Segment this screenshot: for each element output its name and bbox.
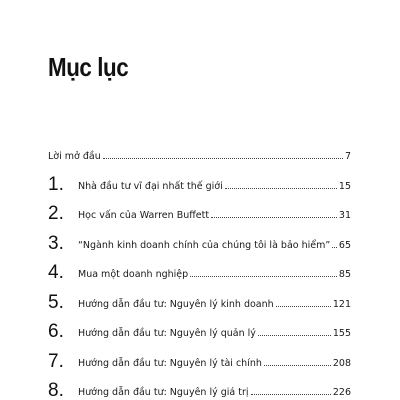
toc-entry-label: Mua một doanh nghiệp [78,269,189,280]
toc-entry-page: 7 [344,151,351,162]
toc-entry-label: Hướng dẫn đầu tư: Nguyên lý giá trị [78,387,249,398]
dot-leader [251,394,331,395]
toc-entry-page: 155 [332,328,351,339]
toc-entry-page: 15 [338,180,351,192]
toc-entry-preface [48,144,351,164]
dot-leader [211,217,337,218]
page-title: Mục lục [48,52,129,82]
toc-entry-label: “Ngành kinh doanh chính của chúng tôi là bảo hiểm” [78,239,331,251]
toc-entry-label: Hướng dẫn đầu tư: Nguyên lý kinh doanh [78,298,274,310]
toc-entry-label: Hướng dẫn đầu tư: Nguyên lý tài chính [78,357,262,369]
toc-entry-chapter-7 [48,341,351,371]
dot-leader [103,158,343,159]
chapter-number: 8. [48,380,64,400]
chapter-number: 3. [48,232,64,254]
chapter-number: 5. [48,291,64,313]
toc-entry-label: Học vấn của Warren Buffett [78,210,210,221]
toc-entry-page: 121 [332,298,351,310]
chapter-number: 6. [48,321,64,342]
toc-entry-chapter-2 [48,194,351,224]
chapter-number: 2. [48,203,64,224]
toc-entry-chapter-3 [48,223,351,253]
dot-leader [225,188,337,189]
dot-leader [264,365,331,366]
toc-entry-chapter-4 [48,253,351,283]
toc-entry-chapter-5 [48,282,351,312]
toc-entry-label: Hướng dẫn đầu tư: Nguyên lý quản lý [78,328,256,339]
toc-entry-page: 31 [338,210,351,221]
toc-entry-page: 208 [332,357,351,369]
toc-entry-page: 65 [338,239,351,251]
toc-entry-label: Lời mở đầu [48,151,101,162]
dot-leader [258,335,331,336]
chapter-number: 7. [48,350,64,372]
toc-entry-chapter-8 [48,371,351,400]
table-of-contents [48,144,351,400]
dot-leader [276,306,331,307]
toc-entry-label: Nhà đầu tư vĩ đại nhất thế giới [78,180,223,192]
toc-entry-chapter-1 [48,164,351,194]
toc-entry-chapter-6 [48,312,351,342]
dot-leader [190,276,337,277]
toc-entry-page: 85 [338,269,351,280]
dot-leader [332,247,337,248]
toc-entry-page: 226 [332,387,351,398]
chapter-number: 4. [48,262,64,283]
chapter-number: 1. [48,173,64,195]
